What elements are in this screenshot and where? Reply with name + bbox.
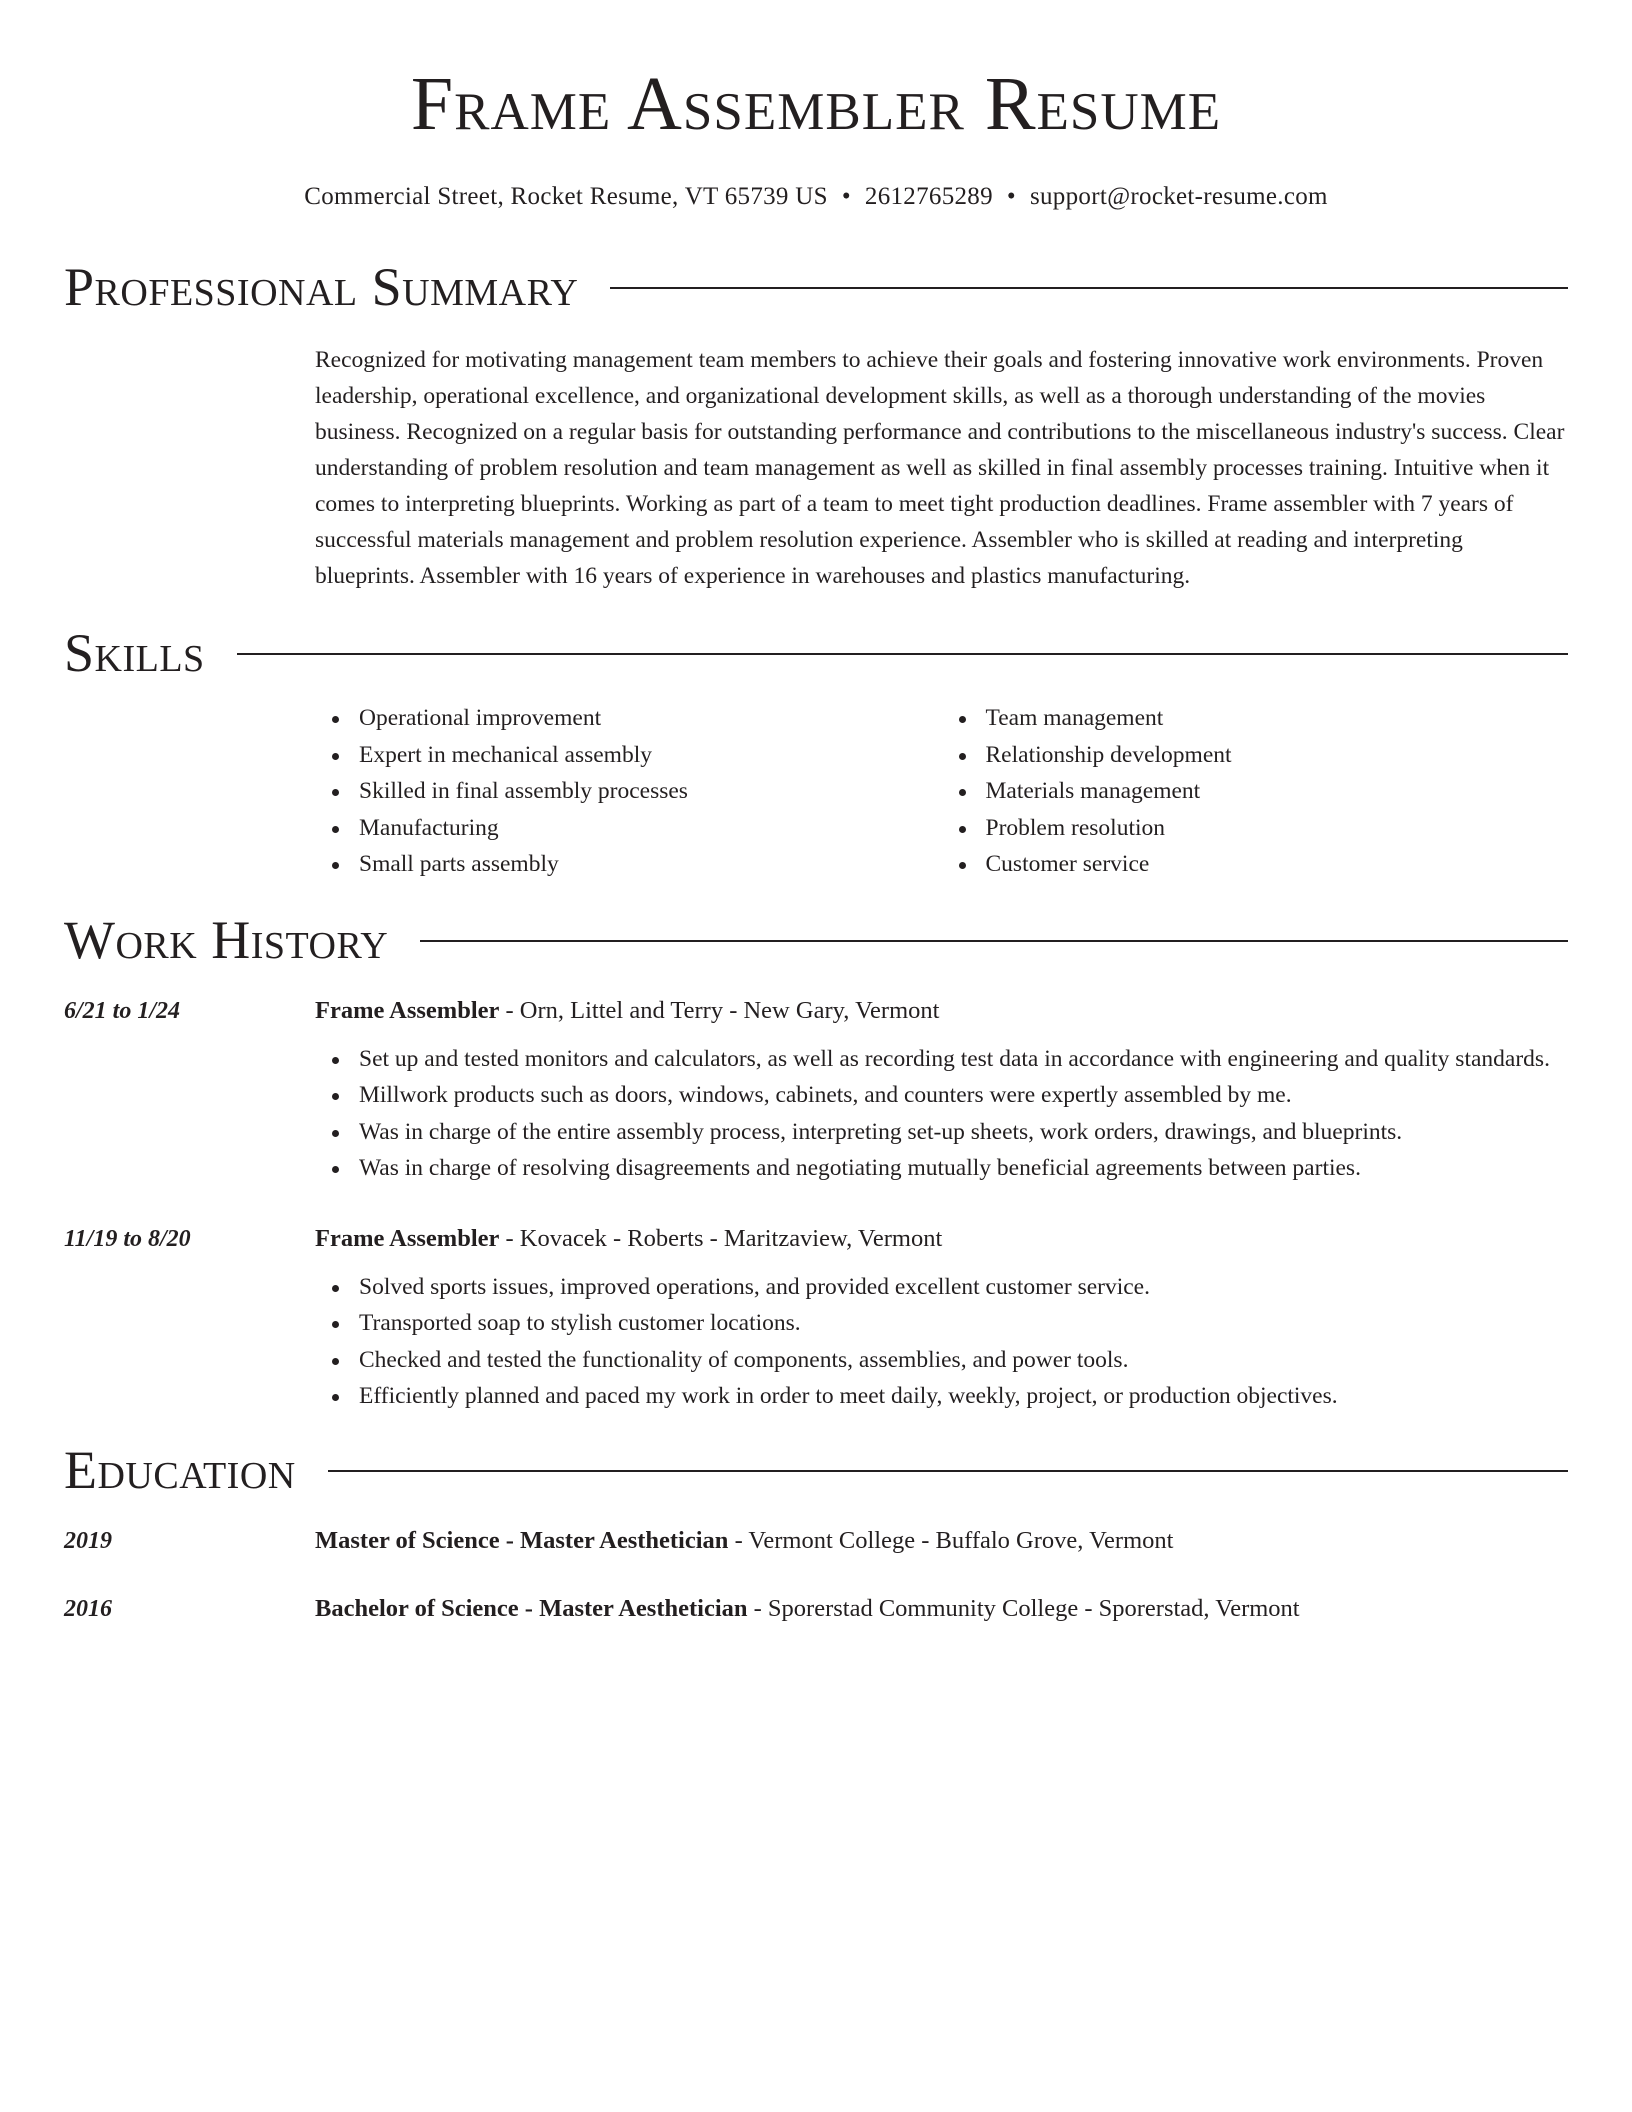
job-duty-item: Was in charge of resolving disagreements and negotiating mutually beneficial agreements between parties. — [359, 1150, 1568, 1187]
job-entry — [64, 993, 1568, 1029]
job-duty-item: Efficiently planned and paced my work in order to meet daily, weekly, project, or production objectives. — [359, 1378, 1568, 1415]
job-title: Frame Assembler — [315, 1224, 500, 1252]
education-degree: Master of Science - Master Aesthetician — [315, 1526, 729, 1554]
education-heading-line — [315, 1591, 1568, 1627]
contact-phone: 2612765289 — [864, 183, 993, 210]
job-title: Frame Assembler — [315, 996, 500, 1024]
education-degree: Bachelor of Science - Master Aesthetician — [315, 1594, 748, 1622]
job-duty-item: Solved sports issues, improved operations, and provided excellent customer service. — [359, 1269, 1568, 1306]
job-company: - Orn, Littel and Terry - New Gary, Vermont — [499, 996, 940, 1024]
skill-item: Manufacturing — [359, 810, 942, 847]
summary-text: Recognized for motivating management team members to achieve their goals and fostering innovative work environments. Proven leadership, operational excellence, and organizational development skills, as well as a thorough understanding of the movies business. Recognized on a regular basis for outstanding performance and contributions to the miscellaneous industry's success. Clear understanding of problem resolution and team management as well as skilled in final assembly processes training. Intuitive when it comes to interpreting blueprints. Working as part of a team to meet tight production deadlines. Frame assembler with 7 years of successful materials management and problem resolution experience. Assembler who is skilled at reading and interpreting blueprints. Assembler with 16 years of experience in warehouses and plastics manufacturing. — [315, 347, 1565, 589]
section-divider — [237, 653, 1568, 655]
contact-separator: • — [841, 183, 851, 210]
skill-item: Materials management — [986, 773, 1569, 810]
education-year: 2019 — [64, 1527, 112, 1554]
contact-address: Commercial Street, Rocket Resume, VT 65739 US — [304, 183, 828, 210]
section-divider — [420, 940, 1568, 942]
skill-item: Expert in mechanical assembly — [359, 737, 942, 774]
summary-heading: Professional Summary — [64, 257, 579, 317]
skills-section-header — [64, 620, 1568, 686]
job-duty-item: Millwork products such as doors, windows, cabinets, and counters were expertly assembled by me. — [359, 1077, 1568, 1114]
contact-line — [64, 180, 1568, 214]
job-duty-item: Set up and tested monitors and calculators, as well as recording test data in accordance with engineering and quality standards. — [359, 1041, 1568, 1078]
education-section-header — [64, 1437, 1568, 1503]
section-divider — [610, 287, 1568, 289]
skill-item: Problem resolution — [986, 810, 1569, 847]
skills-heading: Skills — [64, 623, 205, 683]
summary-section-header — [64, 254, 1568, 320]
section-divider — [328, 1470, 1568, 1472]
job-duty-item: Was in charge of the entire assembly process, interpreting set-up sheets, work orders, drawings, and blueprints. — [359, 1114, 1568, 1151]
skills-list — [315, 700, 1568, 883]
skill-item: Operational improvement — [359, 700, 942, 737]
job-heading — [315, 993, 1568, 1029]
skills-column-right — [942, 700, 1569, 883]
job-heading — [315, 1221, 1568, 1257]
job-duties — [315, 1269, 1568, 1415]
education-entry — [64, 1523, 1568, 1559]
education-heading-line — [315, 1523, 1568, 1559]
skill-item: Skilled in final assembly processes — [359, 773, 942, 810]
job-duty-item: Checked and tested the functionality of components, assemblies, and power tools. — [359, 1342, 1568, 1379]
education-entry — [64, 1591, 1568, 1627]
job-dates: 6/21 to 1/24 — [64, 997, 181, 1024]
contact-separator: • — [1006, 183, 1016, 210]
job-duties — [315, 1041, 1568, 1187]
education-school: - Sporerstad Community College - Sporerstad, Vermont — [747, 1594, 1300, 1622]
job-dates: 11/19 to 8/20 — [64, 1225, 191, 1252]
skills-column-left — [315, 700, 942, 883]
skill-item: Team management — [986, 700, 1569, 737]
education-school: - Vermont College - Buffalo Grove, Vermont — [728, 1526, 1174, 1554]
contact-email: support@rocket-resume.com — [1029, 183, 1328, 210]
job-duty-item: Transported soap to stylish customer locations. — [359, 1305, 1568, 1342]
job-company: - Kovacek - Roberts - Maritzaview, Vermont — [499, 1224, 943, 1252]
resume-title: Frame Assembler Resume — [410, 62, 1222, 146]
education-year: 2016 — [64, 1595, 112, 1622]
education-heading: Education — [64, 1439, 296, 1500]
work-section-header — [64, 907, 1568, 973]
job-entry — [64, 1221, 1568, 1257]
skill-item: Relationship development — [986, 737, 1569, 774]
skill-item: Small parts assembly — [359, 846, 942, 883]
work-heading: Work History — [64, 909, 389, 970]
skill-item: Customer service — [986, 846, 1569, 883]
